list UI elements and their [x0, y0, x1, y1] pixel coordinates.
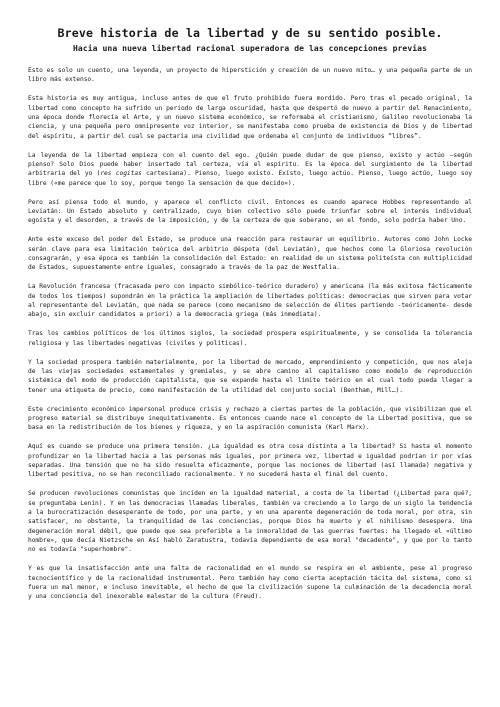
document-subtitle: Hacia una nueva libertad racional superadora de las concepciones previas — [73, 44, 427, 53]
paragraph: Aquí es cuando se produce una primera tensión. ¿La igualdad es otra cosa distinta a la libertad? Si hasta el momento profundizar en la libertad hacia a las personas más iguales, por primera vez, libertad e igualdad podrían ir por vías separadas. Una tensión que no ha sido resuelta eficazmente, porque las nociones de libertad (así llamada) negativa y libertad positiva, no se han reconciliado racionalmente. Y no sucederá hasta el final del cuento. — [28, 443, 472, 479]
paragraph: Y es que la insatisfacción ante una falta de racionalidad en el mundo se respira en el ambiente, pese al progreso tecnocientífico y de la racionalidad instrumental. Pero también hay como cierta aceptación tácita del sistema, como si fuera un mal menor, e incluso inevitable, el hecho de que la civilización supone la culminación de la decadencia moral y una conciencia del inexorable malestar de la cultura (Freud). — [28, 565, 472, 601]
paragraph: La leyenda de la libertad empieza con el cuento del ego. ¿Quién puede dudar de que pienso, existo y actúo –según pienso? Solo Dios puede haber insertado tal certeza, vía el espíritu. Es la época del surgimiento de la libertad arbitraria del yo (res cogitas cartesiana). Pienso, luego existo. Existo, luego actúo. Pienso, luego actúo, luego soy libre («me parece que lo soy, porque tengo la sensación de que decido»). — [28, 151, 472, 187]
paragraph: Ante este exceso del poder del Estado, se produce una reacción para restaurar un equilibrio. Autores como John Locke serán clave para esa limitación teórica del arbitrio déspota (del Leviatán), que hechos como la Gloriosa revolución consagrarán, y esa época es también la consolidación del Estado: en realidad de un sistema politeísta con multiplicidad de Estados, supuestamente entre iguales, consagrado a través de la paz de Westfalia. — [28, 236, 472, 272]
paragraph: Esta historia es muy antigua, incluso antes de que el fruto prohibido fuera mordido. Pero tras el pecado original, la libertad como concepto ha sufrido un periodo de larga oscuridad, hasta que despertó de nuevo a partir del Renacimiento, una época donde florecía el Arte, y un nuevo sistema económico, se reformaba el cristianismo, Galileo revolucionaba la ciencia, y una pequeña pero omnipresente voz interior, se manifestaba como prueba de existencia de Dios y de libertad del espíritu, a partir del cual se pactaría una civilidad que ordenaba el conjunto de individuos “libres”. — [28, 95, 472, 140]
paragraph: Pero así piensa todo el mundo, y aparece el conflicto civil. Entonces es cuando aparece Hobbes representando al Leviatán: Un Estado absoluto y centralizado, cuyo bien colectivo sólo puede triunfar sobre el interés individual egoísta y el desorden, a través de la imposición, y de la certeza de que soberano, en el fondo, solo podría haber Uno. — [28, 198, 472, 225]
paragraph: Este crecimiento económico impersonal produce crisis y rechazo a ciertas partes de la población, que visibilizan que el progreso material se distribuye inequitativamente. Es entonces cuando nace el concepto de la Libertad positiva, que se basa en la redistribución de los bienes y riqueza, y en la aspiración comunista (Karl Marx). — [28, 405, 472, 432]
document-title: Breve historia de la libertad y de su sentido posible. — [57, 26, 443, 40]
paragraph: Y la sociedad prospera también materialmente, por la libertad de mercado, emprendimiento y competición, que nos aleja de las viejas sociedades estamentales y gremiales, y se abre camino al capitalismo como modelo de reproducción sistémica del modo de producción capitalista, que se expande hasta el límite teórico en el cual todo pueda llegar a tener una etiqueta de precio, como manifestación de la utilidad del conjunto social (Bentham, Mill…). — [28, 358, 472, 394]
italic-term: res cogitas — [100, 170, 142, 178]
paragraph: La Revolución francesa (fracasada pero con impacto simbólico-teórico duradero) y americana (la más exitosa fácticamente de todos los tiempos) supondrán en la práctica la ampliación de libertades políticas: democracias que sirven para votar al representante del Leviatán, que nada se parece (como mecanismo de selección de élites partiendo -teóricamente- desde abajo, sin excluir candidatos a priori) a la democracia griega (más inmediata). — [28, 283, 472, 319]
paragraph: Se producen revoluciones comunistas que inciden en la igualdad material, a costa de la libertad (¿Libertad para qué?, se preguntaba Lenin). Y en las democracias llamadas liberales, también va creciendo a lo largo de un siglo la tendencia a la burocratización desesperante de todo, por una parte, y en una aparente degeneración de toda moral, por otra, sin satisfacer, no obstante, la tranquilidad de las conciencias, porque Dios ha muerto y el nihilismo desespera. Una degeneración moral débil, que puede que sea preferible a la inmoralidad de las guerras fuertes: ha llegado el «último hombre», que decía Nietzsche en Así habló Zaratustra, todavía dependiente de esa moral "decadente", y que por lo tanto no es todavía "superhombre". — [28, 490, 472, 554]
paragraph: Esto es solo un cuento, una leyenda, un proyecto de hiperstición y creación de un nuevo mito… y una pequeña parte de un libro más extenso. — [28, 67, 472, 84]
paragraph: Tras los cambios políticos de los últimos siglos, la sociedad prospera espiritualmente, y se consolida la tolerancia religiosa y las libertades negativas (civiles y políticas). — [28, 330, 472, 347]
